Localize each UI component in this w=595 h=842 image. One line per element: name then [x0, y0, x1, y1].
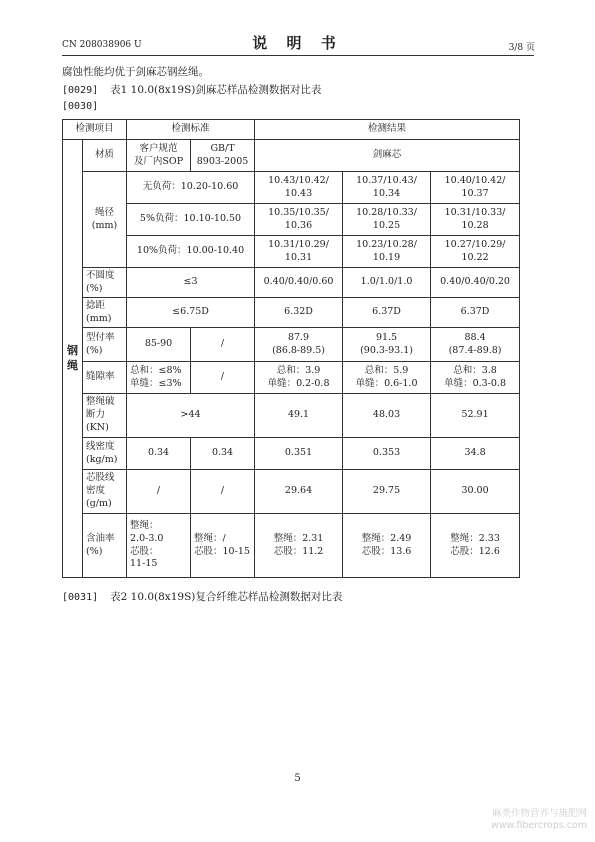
std-gbt-heading: GB/T 8903-2005 — [191, 140, 255, 172]
paragraph-tag: [0029] — [62, 85, 99, 96]
std-value: 整绳： 2.0-3.0 芯股： 11-15 — [127, 514, 191, 578]
result-value: 0.40/0.40/0.60 — [255, 268, 343, 298]
row-label-fill-rate: 型付率 (%) — [83, 328, 127, 362]
row-label-breaking-force: 整绳破 断力 (KN) — [83, 394, 127, 438]
row-label-ovality: 不圆度 (%) — [83, 268, 127, 298]
result-value: 52.91 — [431, 394, 520, 438]
std-value: 整绳：/ 芯股：10-15 — [191, 514, 255, 578]
document-number: CN 208038906 U — [62, 40, 142, 50]
row-label-gap-rate: 缝隙率 — [83, 362, 127, 394]
result-value: 10.27/10.29/ 10.22 — [431, 236, 520, 268]
result-value: 整绳：2.31 芯股：11.2 — [255, 514, 343, 578]
row-label-lay: 捻距 (mm) — [83, 298, 127, 328]
result-value: 整绳：2.33 芯股：12.6 — [431, 514, 520, 578]
result-value: 6.37D — [343, 298, 431, 328]
intro-line: 腐蚀性能均优于剑麻芯钢丝绳。 — [62, 66, 209, 78]
result-value: 1.0/1.0/1.0 — [343, 268, 431, 298]
result-value: 6.32D — [255, 298, 343, 328]
result-value: 整绳：2.49 芯股：13.6 — [343, 514, 431, 578]
table-row — [63, 236, 520, 268]
material-value: 剑麻芯 — [255, 140, 520, 172]
std-value: 0.34 — [191, 438, 255, 470]
header-cell-standard: 检测标准 — [127, 120, 255, 140]
header-cell-item: 检测项目 — [63, 120, 127, 140]
paragraph-tag: [0031] — [62, 592, 99, 603]
table-row — [63, 514, 520, 578]
result-value: 6.37D — [431, 298, 520, 328]
table-row — [63, 328, 520, 362]
rope-group-label: 钢 绳 — [63, 140, 83, 578]
std-customer-heading: 客户规范 及厂内SOP — [127, 140, 191, 172]
table1-data-table — [62, 119, 520, 578]
result-value: 10.37/10.43/ 10.34 — [343, 172, 431, 204]
std-value: / — [191, 328, 255, 362]
std-value: 85-90 — [127, 328, 191, 362]
table-row — [63, 470, 520, 514]
table-row — [63, 268, 520, 298]
table-row — [63, 140, 520, 172]
std-value: 10%负荷：10.00-10.40 — [127, 236, 255, 268]
std-value: 总和：≤8% 单缝：≤3% — [127, 362, 191, 394]
header-divider — [62, 55, 534, 56]
result-value: 29.64 — [255, 470, 343, 514]
result-value: 0.40/0.40/0.20 — [431, 268, 520, 298]
std-value: ≤6.75D — [127, 298, 255, 328]
std-value: 0.34 — [127, 438, 191, 470]
std-value: ≤3 — [127, 268, 255, 298]
paragraph-0030 — [62, 100, 110, 112]
watermark-url: www.fibercrops.com — [490, 819, 587, 831]
page-number: 5 — [294, 773, 301, 784]
table-row — [63, 172, 520, 204]
std-value: / — [191, 470, 255, 514]
watermark — [491, 808, 587, 832]
result-value: 87.9 (86.8-89.5) — [255, 328, 343, 362]
std-value: >44 — [127, 394, 255, 438]
result-value: 29.75 — [343, 470, 431, 514]
page-title: 说 明 书 — [252, 34, 343, 52]
table-header-row — [63, 120, 520, 140]
result-value: 0.353 — [343, 438, 431, 470]
result-value: 10.28/10.33/ 10.25 — [343, 204, 431, 236]
row-label-core-density: 芯股线 密度 (g/m) — [83, 470, 127, 514]
table2-caption: 表2 10.0(8x19S)复合纤维芯样品检测数据对比表 — [110, 591, 343, 603]
row-label-oil-content: 含油率 (%) — [83, 514, 127, 578]
table-row — [63, 362, 520, 394]
result-value: 总和：5.9 单缝：0.6-1.0 — [343, 362, 431, 394]
result-value: 10.43/10.42/ 10.43 — [255, 172, 343, 204]
result-value: 10.35/10.35/ 10.36 — [255, 204, 343, 236]
table-row — [63, 438, 520, 470]
std-value: 无负荷：10.20-10.60 — [127, 172, 255, 204]
paragraph-tag: [0030] — [62, 101, 99, 112]
result-value: 48.03 — [343, 394, 431, 438]
watermark-site-name: 麻类作物营养与施肥网 — [491, 808, 587, 819]
result-value: 10.31/10.33/ 10.28 — [431, 204, 520, 236]
header-cell-result: 检测结果 — [255, 120, 520, 140]
result-value: 91.5 (90.3-93.1) — [343, 328, 431, 362]
row-label-material: 材质 — [83, 140, 127, 172]
paragraph-0031 — [62, 589, 342, 604]
table-row — [63, 298, 520, 328]
result-value: 0.351 — [255, 438, 343, 470]
result-value: 总和：3.9 单缝：0.2-0.8 — [255, 362, 343, 394]
result-value: 30.00 — [431, 470, 520, 514]
result-value: 10.23/10.28/ 10.19 — [343, 236, 431, 268]
table-row — [63, 204, 520, 236]
result-value: 34.8 — [431, 438, 520, 470]
result-value: 10.31/10.29/ 10.31 — [255, 236, 343, 268]
std-value: / — [127, 470, 191, 514]
row-label-linear-density: 线密度 (kg/m) — [83, 438, 127, 470]
result-value: 49.1 — [255, 394, 343, 438]
table1-caption: 表1 10.0(8x19S)剑麻芯样品检测数据对比表 — [110, 84, 322, 96]
page-indicator: 3/8 页 — [508, 43, 535, 53]
result-value: 10.40/10.42/ 10.37 — [431, 172, 520, 204]
std-value: 5%负荷：10.10-10.50 — [127, 204, 255, 236]
std-value: / — [191, 362, 255, 394]
row-label-diameter: 绳径 (mm) — [83, 172, 127, 268]
result-value: 总和：3.8 单缝：0.3-0.8 — [431, 362, 520, 394]
paragraph-0029 — [62, 82, 321, 97]
result-value: 88.4 (87.4-89.8) — [431, 328, 520, 362]
table-row — [63, 394, 520, 438]
